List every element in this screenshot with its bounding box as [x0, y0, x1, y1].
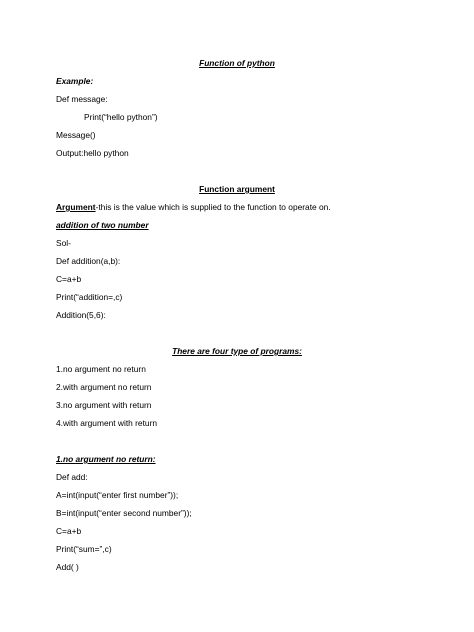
code-line: A=int(input(“enter first number”));: [56, 490, 179, 500]
argument-term: Argument: [56, 202, 96, 212]
example-line: Output:hello python: [56, 148, 129, 158]
addition-line: Addition(5,6):: [56, 310, 106, 320]
section-title-function-argument: Function argument: [199, 184, 275, 194]
code-line: Print(“sum=”,c): [56, 544, 112, 554]
type-item: 1.no argument no return: [56, 364, 146, 374]
example-line: Message(): [56, 130, 96, 140]
addition-line: Print(“addition=,c): [56, 292, 123, 302]
type-item: 2.with argument no return: [56, 382, 152, 392]
example-line: Print(“hello python”): [84, 112, 158, 122]
type-item: 4.with argument with return: [56, 418, 158, 428]
page-title: Function of python: [199, 58, 275, 68]
addition-line: Def addition(a,b):: [56, 256, 121, 266]
code-line: B=int(input(“enter second number”));: [56, 508, 192, 518]
argument-definition: [56, 202, 331, 213]
addition-heading: addition of two number: [56, 220, 149, 230]
example-line: Def message:: [56, 94, 108, 104]
code-line: C=a+b: [56, 526, 82, 536]
code-line: Def add:: [56, 472, 88, 482]
argument-definition-text: -this is the value which is supplied to the function to operate on.: [95, 202, 331, 212]
addition-line: Sol-: [56, 238, 71, 248]
code-line: Add( ): [56, 562, 79, 572]
section3-heading: 1.no argument no return:: [56, 454, 156, 464]
example-label: Example:: [56, 76, 94, 86]
addition-line: C=a+b: [56, 274, 82, 284]
types-heading: There are four type of programs:: [172, 346, 302, 356]
type-item: 3.no argument with return: [56, 400, 152, 410]
